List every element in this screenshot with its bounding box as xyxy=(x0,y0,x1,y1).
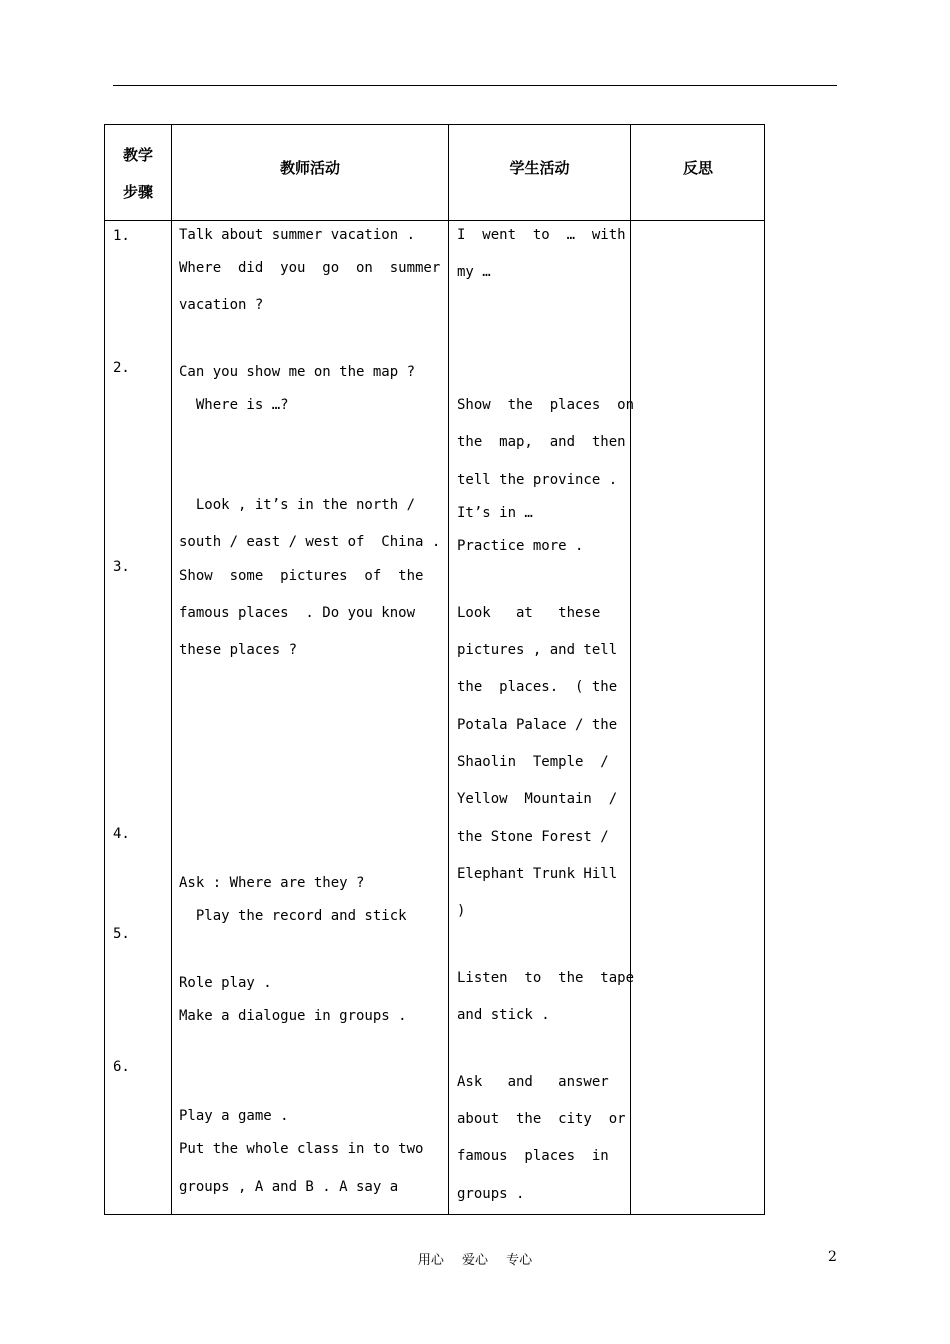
header-teaching-steps xyxy=(105,137,171,211)
footer-motto: 用心 爱心 专心 xyxy=(417,1253,533,1268)
teacher-activity-line: groups , A and B . A say a xyxy=(179,1179,399,1195)
student-activity-line: I went to … with xyxy=(457,227,626,243)
student-activity-line: Practice more . xyxy=(457,538,584,554)
step-number: 2. xyxy=(113,360,130,376)
student-activity-line: pictures , and tell xyxy=(457,642,618,658)
step-number: 3. xyxy=(113,559,130,575)
teacher-activity-line: Make a dialogue in groups . xyxy=(179,1008,407,1024)
header-student-activity: 学生活动 xyxy=(509,159,570,177)
teacher-activity-line: Put the whole class in to two xyxy=(179,1141,424,1157)
student-activity-line: the places. ( the xyxy=(457,679,618,695)
teacher-activity-line: Show some pictures of the xyxy=(179,568,424,584)
teacher-activity-line: Can you show me on the map ? xyxy=(179,364,416,380)
teacher-activity-line: Look , it’s in the north / xyxy=(179,497,416,513)
step-number: 5. xyxy=(113,926,130,942)
student-activity-line: Look at these xyxy=(457,605,601,621)
column-divider xyxy=(171,125,172,1214)
student-activity-line: Elephant Trunk Hill xyxy=(457,866,618,882)
header-teacher-activity: 教师活动 xyxy=(279,159,340,177)
student-activity-line: Potala Palace / the xyxy=(457,717,618,733)
column-divider xyxy=(448,125,449,1214)
header-reflection: 反思 xyxy=(682,159,713,177)
step-number: 1. xyxy=(113,228,130,244)
student-activity-line: tell the province . xyxy=(457,472,618,488)
teacher-activity-line: south / east / west of China . xyxy=(179,534,441,550)
step-number: 6. xyxy=(113,1059,130,1075)
student-activity-line: ) xyxy=(457,903,466,919)
student-activity-line: the Stone Forest / xyxy=(457,829,609,845)
teacher-activity-line: Play a game . xyxy=(179,1108,289,1124)
teacher-activity-line: Role play . xyxy=(179,975,272,991)
teacher-activity-line: these places ? xyxy=(179,642,298,658)
student-activity-line: Ask and answer xyxy=(457,1074,609,1090)
student-activity-line: about the city or xyxy=(457,1111,626,1127)
lesson-plan-table xyxy=(104,124,765,1215)
student-activity-line: Shaolin Temple / xyxy=(457,754,609,770)
header-step-line2: 步骤 xyxy=(122,183,153,201)
teacher-activity-line: Where is …? xyxy=(179,397,289,413)
step-number: 4. xyxy=(113,826,130,842)
teacher-activity-line: famous places . Do you know xyxy=(179,605,416,621)
student-activity-line: the map, and then xyxy=(457,434,626,450)
student-activity-line: my … xyxy=(457,264,491,280)
teacher-activity-line: Talk about summer vacation . xyxy=(179,227,416,243)
header-step-line1: 教学 xyxy=(122,146,153,164)
header-rule xyxy=(113,85,837,86)
page-number: 2 xyxy=(828,1249,837,1265)
student-activity-line: groups . xyxy=(457,1186,525,1202)
column-divider xyxy=(630,125,631,1214)
student-activity-line: and stick . xyxy=(457,1007,550,1023)
student-activity-line: Yellow Mountain / xyxy=(457,791,618,807)
student-activity-line: It’s in … xyxy=(457,505,533,521)
header-row-divider xyxy=(105,220,764,221)
teacher-activity-line: Ask : Where are they ? xyxy=(179,875,365,891)
teacher-activity-line: Where did you go on summer xyxy=(179,260,441,276)
teacher-activity-line: Play the record and stick xyxy=(179,908,407,924)
student-activity-line: famous places in xyxy=(457,1148,609,1164)
teacher-activity-line: vacation ? xyxy=(179,297,264,313)
student-activity-line: Listen to the tape xyxy=(457,970,635,986)
student-activity-line: Show the places on xyxy=(457,397,635,413)
